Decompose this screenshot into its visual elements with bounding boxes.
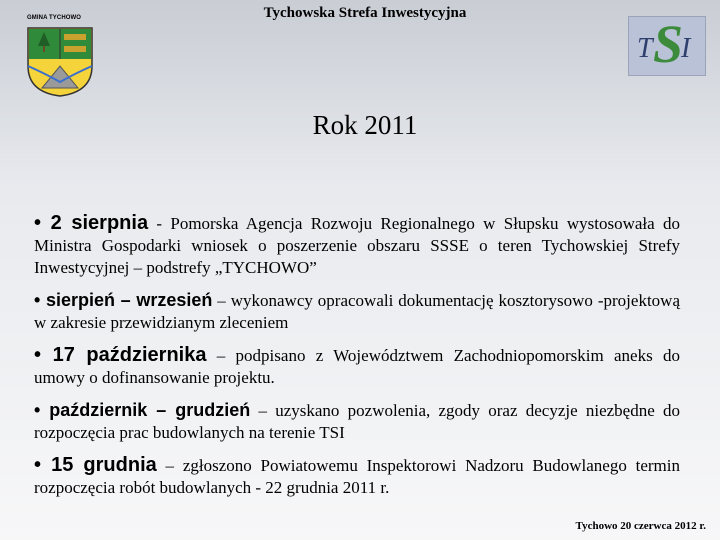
bullet-text: – wykonawcy opracowali dokumentację kosztorysowo -projektową w zakresie przewidzianym zleceniem xyxy=(34,291,680,332)
bullet-text: – podpisano z Województwem Zachodniopomorskim aneks do umowy o dofinansowanie projektu. xyxy=(34,346,680,387)
bullet-text: – uzyskano pozwolenia, zgody oraz decyzje niezbędne do rozpoczęcia prac budowlanych na terenie TSI xyxy=(34,401,680,442)
bullet-lead: • sierpień – wrzesień xyxy=(34,290,213,310)
bullet-text: - Pomorska Agencja Rozwoju Regionalnego w Słupsku wystosowała do Ministra Gospodarki wniosek o poszerzenie obszaru SSSE o teren Tychowskiej Strefy Inwestycyjnej – podstrefy „TYCHOWO” xyxy=(34,214,680,277)
tsi-logo xyxy=(628,16,706,76)
bullet-lead: • 15 grudnia xyxy=(34,454,157,476)
list-item xyxy=(34,454,680,499)
list-item xyxy=(34,289,680,334)
slide-title: Rok 2011 xyxy=(312,110,418,140)
header-title: Tychowska Strefa Inwestycyjna xyxy=(263,5,467,21)
crest-label: GMINA TYCHOWO xyxy=(27,15,82,21)
tsi-logo-t: T xyxy=(637,33,653,64)
bullet-list xyxy=(34,212,680,509)
bullet-lead: • 2 sierpnia xyxy=(34,212,149,234)
tsi-logo-i: I xyxy=(681,33,691,64)
coat-of-arms-icon xyxy=(26,26,94,98)
bullet-lead: • 17 października xyxy=(34,344,207,366)
footer-date: Tychowo 20 czerwca 2012 r. xyxy=(575,520,706,532)
tsi-logo-s: S xyxy=(653,14,684,74)
list-item xyxy=(34,212,680,279)
list-item xyxy=(34,399,680,444)
bullet-text: – zgłoszono Powiatowemu Inspektorowi Nadzoru Budowlanego termin rozpoczęcia robót budowlanych - 22 grudnia 2011 r. xyxy=(34,456,680,497)
list-item xyxy=(34,344,680,389)
bullet-lead: • październik – grudzień xyxy=(34,400,251,420)
